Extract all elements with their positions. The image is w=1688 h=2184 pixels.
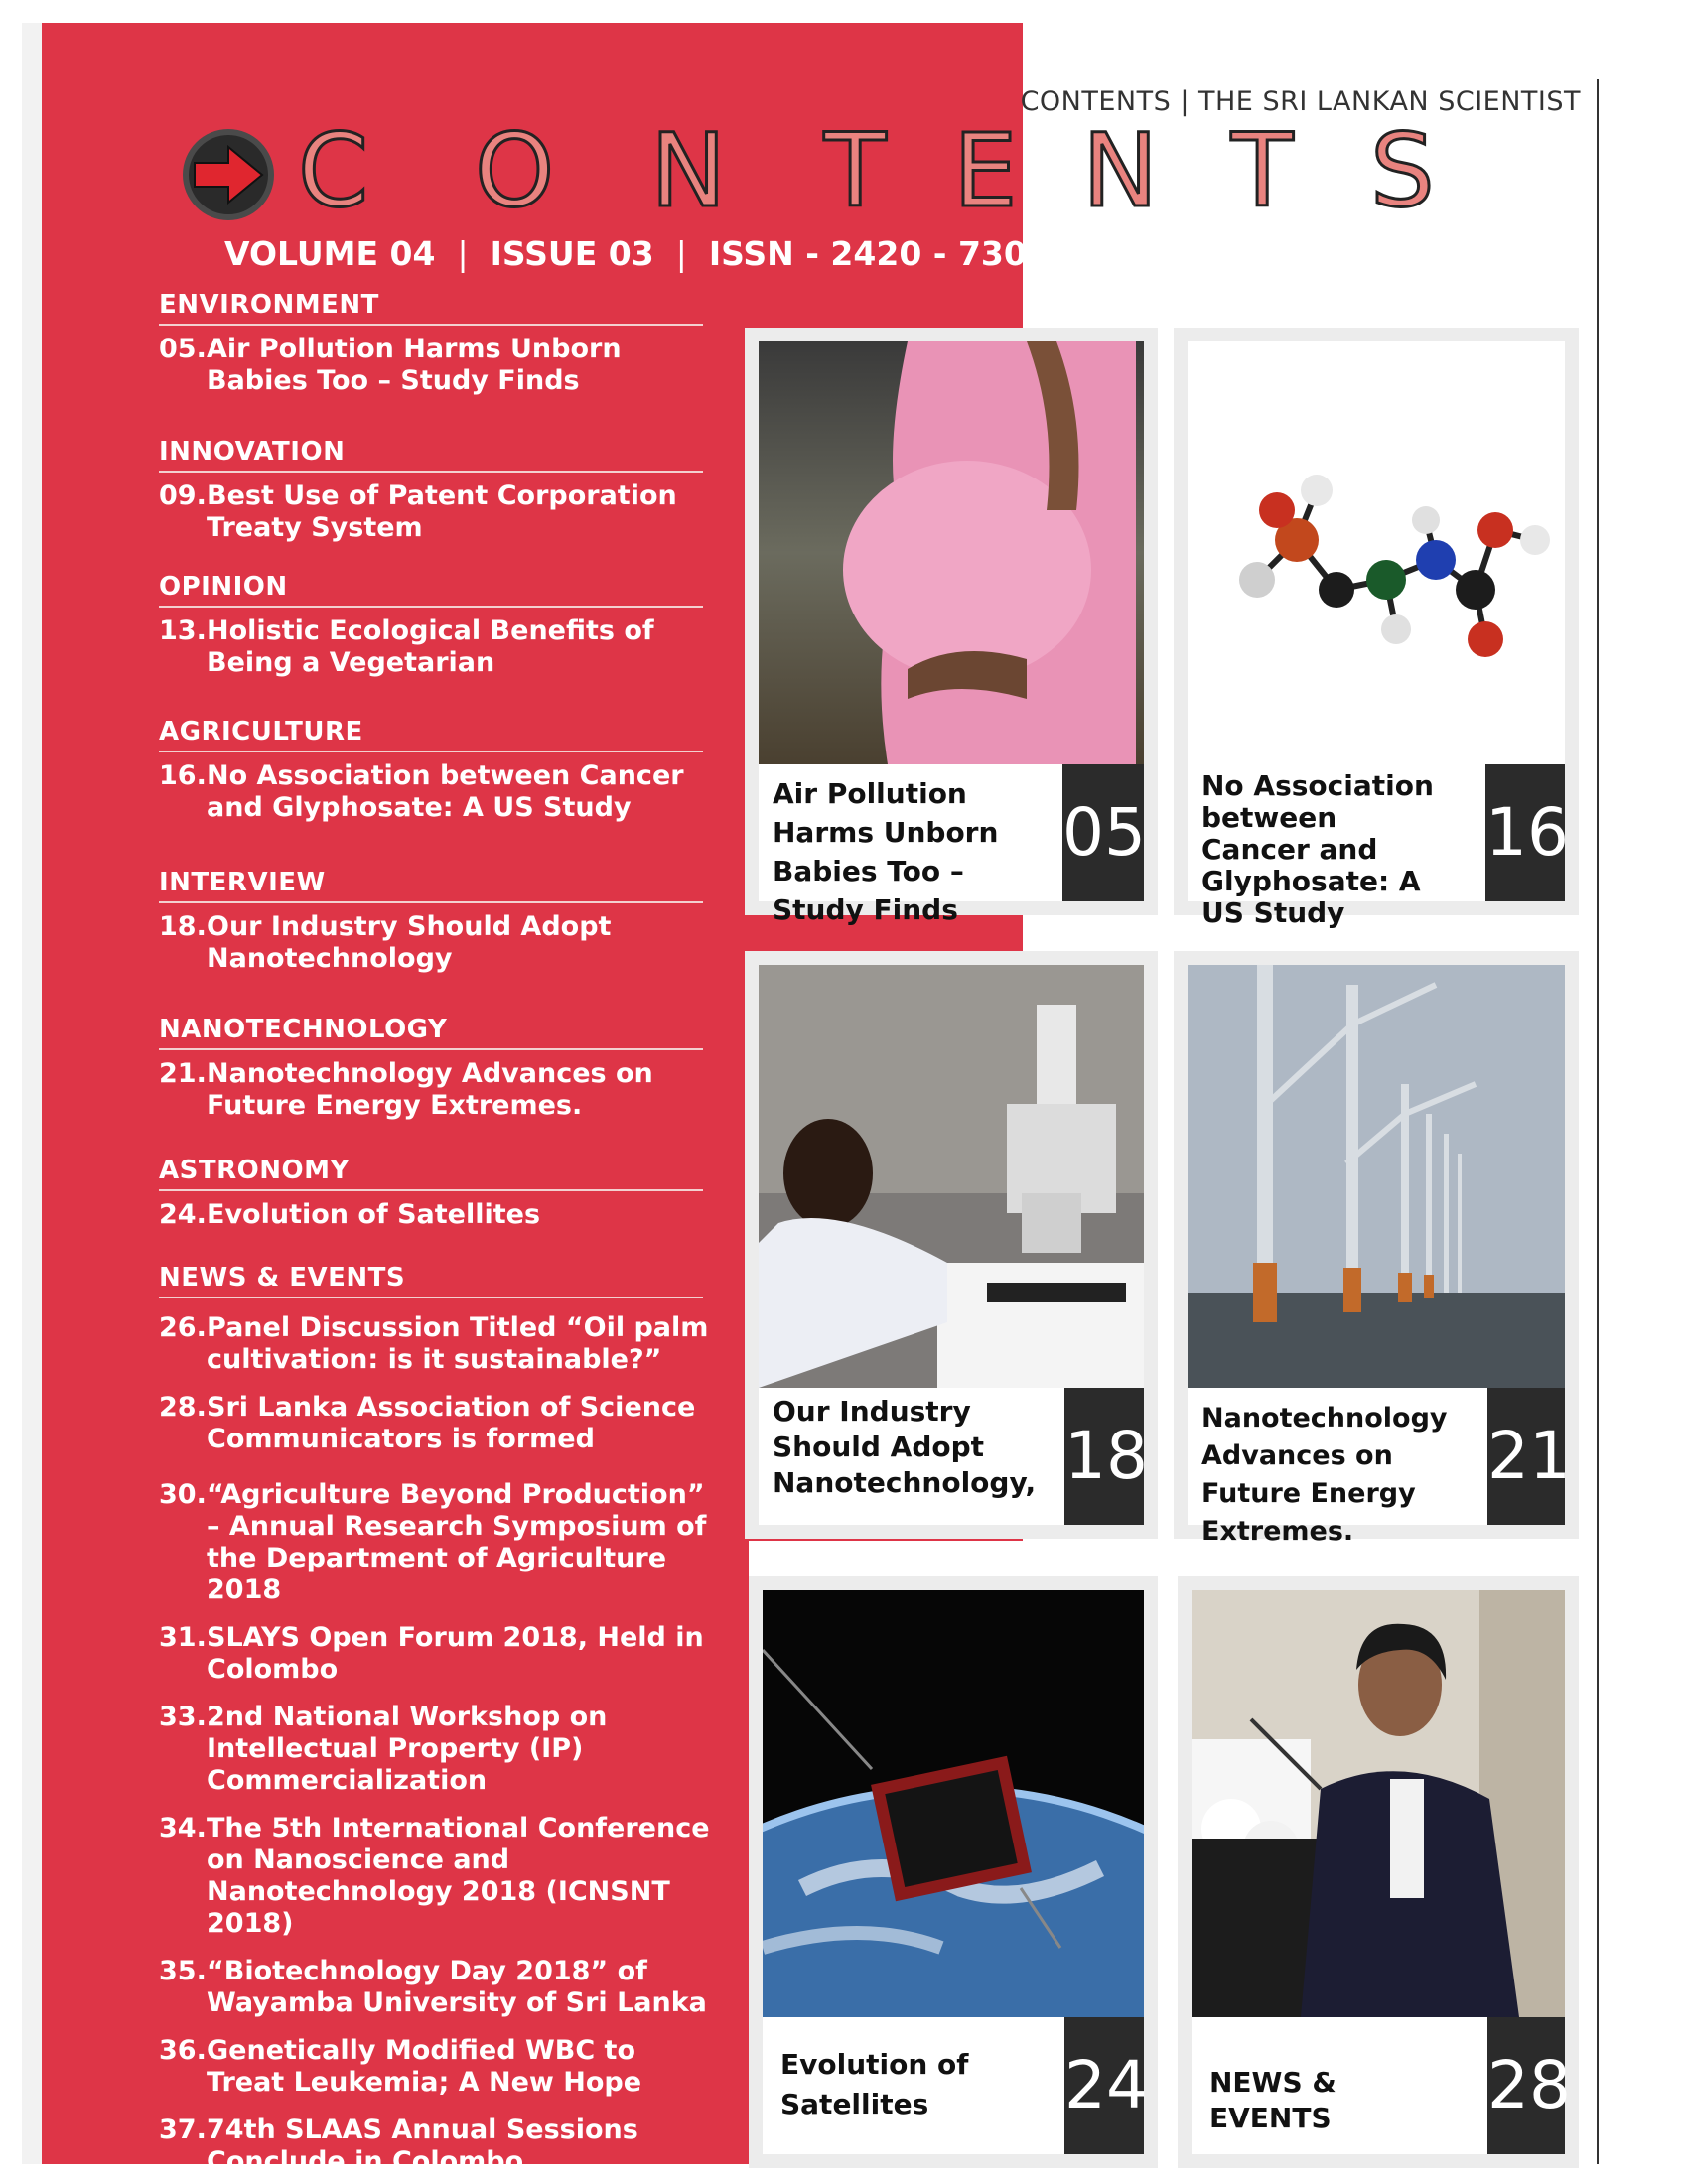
entry-title: No Association between Cancer and Glyphosate: A US Study xyxy=(207,760,684,823)
section-title: NEWS & EVENTS xyxy=(159,1263,703,1298)
entry-page: 35. xyxy=(159,1956,207,1986)
photo-graphic xyxy=(1188,965,1565,1388)
separator: | xyxy=(675,234,687,273)
section-title: AGRICULTURE xyxy=(159,717,703,752)
section-title: ASTRONOMY xyxy=(159,1156,703,1191)
contents-title xyxy=(298,112,1489,230)
photo-graphic xyxy=(1192,1590,1565,2017)
card-caption xyxy=(759,764,1146,926)
toc-entry[interactable] xyxy=(159,2115,715,2178)
entry-page: 30. xyxy=(159,1479,207,1510)
toc-entry[interactable] xyxy=(159,1392,715,1455)
entry-title: Sri Lanka Association of Science Communicators is formed xyxy=(207,1392,696,1454)
entry-title: “Biotechnology Day 2018” of Wayamba University of Sri Lanka xyxy=(207,1956,707,2018)
entry-title: Evolution of Satellites xyxy=(207,1199,541,1230)
molecule-model-image xyxy=(1188,341,1565,764)
speaker-at-podium-photo xyxy=(1192,1590,1565,2017)
card-title: Our Industry Should Adopt Nanotechnology, xyxy=(773,1395,1037,1499)
toc-entry[interactable] xyxy=(159,615,715,679)
entry-page: 36. xyxy=(159,2035,207,2066)
feature-card[interactable] xyxy=(1188,341,1569,929)
toc-entry[interactable] xyxy=(159,1058,715,1122)
entry-page: 21. xyxy=(159,1058,207,1089)
feature-card[interactable] xyxy=(759,965,1148,1525)
entry-title: Air Pollution Harms Unborn Babies Too – Study Finds xyxy=(207,334,622,396)
card-title: Evolution of Satellites xyxy=(780,2048,969,2120)
entry-page: 18. xyxy=(159,911,207,942)
toc-section-environment xyxy=(159,290,715,397)
card-caption xyxy=(1188,1388,1571,1547)
toc-entry[interactable] xyxy=(159,334,715,397)
issn-label: ISSN - 2420 - 7306 xyxy=(708,234,1050,273)
toc-section-interview xyxy=(159,868,715,975)
running-header: CONTENTS | THE SRI LANKAN SCIENTIST xyxy=(1020,86,1581,117)
title-letter: E xyxy=(953,112,1018,230)
toc-entry[interactable] xyxy=(159,1813,715,1940)
entry-page: 31. xyxy=(159,1622,207,1653)
card-caption xyxy=(759,1388,1148,1525)
photo-graphic xyxy=(759,341,1144,764)
card-title: Nanotechnology Advances on Future Energy Extremes. xyxy=(1201,1403,1448,1547)
card-title: NEWS & EVENTS xyxy=(1209,2066,1336,2134)
toc-entry[interactable] xyxy=(159,911,715,975)
offshore-wind-turbines-photo xyxy=(1188,965,1565,1388)
toc-section-innovation xyxy=(159,437,715,544)
feature-card[interactable] xyxy=(1192,1590,1571,2154)
entry-title: “Agriculture Beyond Production” – Annual Research Symposium of the Department of Agriculture 2018 xyxy=(207,1479,707,1605)
title-letter: N xyxy=(1082,112,1159,230)
photo-graphic xyxy=(1188,341,1565,764)
feature-card[interactable] xyxy=(1188,965,1571,1547)
entry-page: 24. xyxy=(159,1199,207,1230)
toc-entry[interactable] xyxy=(159,1312,715,1376)
toc-entry[interactable] xyxy=(159,1199,715,1231)
section-title: ENVIRONMENT xyxy=(159,290,703,326)
toc-entry[interactable] xyxy=(159,480,715,544)
card-page-number: 21 xyxy=(1487,1388,1565,1525)
entry-title: The 5th International Conference on Nanoscience and Nanotechnology 2018 (ICNSNT 2018) xyxy=(207,1813,710,1939)
title-letter: O xyxy=(475,112,555,230)
card-caption xyxy=(1188,764,1569,929)
toc-section-news-events xyxy=(159,1263,715,2178)
card-title: No Association between Cancer and Glyphosate: A US Study xyxy=(1201,769,1434,929)
title-letter: S xyxy=(1370,112,1435,230)
entry-title: Nanotechnology Advances on Future Energy Extremes. xyxy=(207,1058,653,1121)
entry-title: Best Use of Patent Corporation Treaty System xyxy=(207,480,677,543)
card-page-number: 28 xyxy=(1487,2017,1565,2154)
toc-section-astronomy xyxy=(159,1156,715,1231)
section-title: INTERVIEW xyxy=(159,868,703,903)
right-margin-rule xyxy=(1597,79,1599,2164)
entry-page: 09. xyxy=(159,480,207,511)
card-caption xyxy=(1192,2017,1571,2154)
issue-label: ISSUE 03 xyxy=(490,234,654,273)
title-letter: N xyxy=(650,112,727,230)
entry-page: 34. xyxy=(159,1813,207,1843)
toc-entry[interactable] xyxy=(159,1702,715,1797)
separator: | xyxy=(457,234,469,273)
feature-card[interactable] xyxy=(759,341,1146,926)
toc-section-nanotechnology xyxy=(159,1015,715,1122)
card-page-number: 24 xyxy=(1064,2017,1144,2154)
volume-label: VOLUME 04 xyxy=(224,234,436,273)
entry-page: 16. xyxy=(159,760,207,791)
card-page-number: 16 xyxy=(1485,764,1565,901)
arrow-right-icon xyxy=(181,127,276,222)
title-letter: C xyxy=(298,112,369,230)
toc-entry[interactable] xyxy=(159,1479,715,1606)
title-letter: T xyxy=(824,112,887,230)
card-page-number: 18 xyxy=(1064,1388,1144,1525)
entry-title: Holistic Ecological Benefits of Being a Vegetarian xyxy=(207,615,654,678)
section-title: OPINION xyxy=(159,572,703,608)
card-title: Air Pollution Harms Unborn Babies Too – Study Finds xyxy=(773,777,999,926)
entry-page: 26. xyxy=(159,1312,207,1343)
toc-entry[interactable] xyxy=(159,1622,715,1686)
issue-info xyxy=(224,234,1050,273)
photo-graphic xyxy=(759,965,1144,1388)
card-caption xyxy=(763,2017,1148,2154)
pregnant-woman-photo xyxy=(759,341,1144,764)
card-page-number: 05 xyxy=(1062,764,1144,901)
entry-title: Our Industry Should Adopt Nanotechnology xyxy=(207,911,612,974)
entry-title: Panel Discussion Titled “Oil palm cultivation: is it sustainable?” xyxy=(207,1312,709,1375)
entry-page: 05. xyxy=(159,334,207,364)
man-at-microscope-photo xyxy=(759,965,1144,1388)
section-title: NANOTECHNOLOGY xyxy=(159,1015,703,1050)
entry-title: 2nd National Workshop on Intellectual Property (IP) Commercialization xyxy=(207,1702,608,1796)
entry-title: Genetically Modified WBC to Treat Leukemia; A New Hope xyxy=(207,2035,642,2098)
entry-title: 74th SLAAS Annual Sessions Conclude in Colombo xyxy=(207,2115,638,2177)
title-letter: T xyxy=(1231,112,1294,230)
entry-title: SLAYS Open Forum 2018, Held in Colombo xyxy=(207,1622,704,1685)
feature-card[interactable] xyxy=(763,1590,1148,2154)
entry-page: 13. xyxy=(159,615,207,646)
section-title: INNOVATION xyxy=(159,437,703,473)
satellite-over-earth-image xyxy=(763,1590,1144,2017)
entry-page: 28. xyxy=(159,1392,207,1423)
toc-entry[interactable] xyxy=(159,1956,715,2019)
photo-graphic xyxy=(763,1590,1144,2017)
toc-entry[interactable] xyxy=(159,760,715,824)
entry-page: 33. xyxy=(159,1702,207,1732)
entry-page: 37. xyxy=(159,2115,207,2145)
toc-entry[interactable] xyxy=(159,2035,715,2099)
page-scan-edge xyxy=(22,23,42,2164)
toc-section-opinion xyxy=(159,572,715,679)
toc-section-agriculture xyxy=(159,717,715,824)
